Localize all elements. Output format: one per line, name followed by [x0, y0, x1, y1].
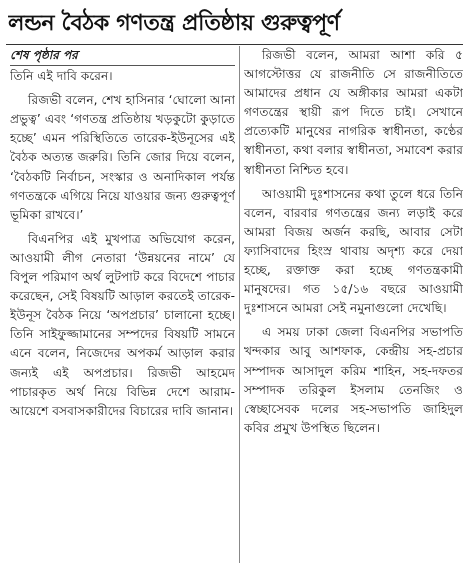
paragraph: আওয়ামী দুঃশাসনের কথা তুলে ধরে তিনি বলেন, বারবার গণতন্ত্রের জন্য লড়াই করে আমরা বিজয় অর্জন করছি, আবার সেটা ফ্যাসিবাদের হিংস্র থাবায় অদৃশ্য করে দেয়া হচ্ছে, রক্তাক্ত করা হচ্ছে গণতন্ত্রকামী মানুষদের। গত ১৫/১৬ বছরে আওয়ামী দুঃশাসনে আমরা সেই নমুনাগুলো দেখেছি।	[244, 186, 463, 316]
paragraph: তিনি এই দাবি করেন।	[10, 69, 113, 84]
right-column	[244, 46, 463, 443]
paragraph: রিজভী বলেন, শেখ হাসিনার ‘ঘোলো আনা প্রভুত্ব’ এবং ‘গণতন্ত্র প্রতিষ্ঠায় খড়কুটো কুড়াতে হচ্ছে’ এমন পরিস্থিতিতে তারেক-ইউনূসের এই বৈঠক অত্যন্ত জরুরি। তিনি জোর দিয়ে বলেন, ‘বৈঠকটি নির্বাচন, সংস্কার ও অনাদিকাল পর্যন্ত গণতন্ত্রকে এগিয়ে নিয়ে যাওয়ার জন্য গুরুত্বপূর্ণ ভূমিকা রাখবে।’	[10, 93, 235, 222]
left-column	[10, 46, 235, 426]
paragraph: এ সময় ঢাকা জেলা বিএনপির সভাপতি খন্দকার আবু আশফাক, কেন্দ্রীয় সহ-প্রচার সম্পাদক আসাদুল করিম শাহিন, সহ-দফতর সম্পাদক তরিকুল ইসলাম তেনজিং ও স্বেচ্ছাসেবক দলের সহ-সভাপতি জাহিদুল কবির প্রমুখ উপস্থিত ছিলেন।	[244, 325, 463, 435]
paragraph: রিজভী বলেন, আমরা আশা করি ৫ আগস্টোত্তর যে রাজনীতি সে রাজনীতিতে আমাদের প্রধান যে অঙ্গীকার আমরা একটা গণতন্ত্রের স্থায়ী রূপ দিতে চাই। সেখানে প্রত্যেকটি মানুষের নাগরিক স্বাধীনতা, কণ্ঠের স্বাধীনতা, কথা বলার স্বাধীনতা, সমাবেশ করার স্বাধীনতা নিশ্চিত হবে।	[244, 48, 463, 177]
paragraph: বিএনপির এই মুখপাত্র অভিযোগ করেন, আওয়ামী লীগ নেতারা ‘উন্নয়নের নামে’ যে বিপুল পরিমাণ অর্থ লুটপাট করে বিদেশে পাচার করেছেন, সেই বিষয়টি আড়াল করতেই তারেক-ইউনূস বৈঠক নিয়ে ‘অপপ্রচার’ চালানো হচ্ছে। তিনি সাইফুজ্জামানের সম্পদের বিষয়টি সামনে এনে বলেন, নিজেদের অপকর্ম আড়াল করার জন্যই এই অপপ্রচার। রিজভী আহমেদ পাচারকৃত অর্থ নিয়ে বিভিন্ন দেশে আরাম-আয়েশে বসবাসকারীদের বিচারের দাবি জানান।	[10, 231, 235, 418]
continued-label: শেষ পৃষ্ঠার পর	[10, 46, 235, 66]
headline: লন্ডন বৈঠক গণতন্ত্র প্রতিষ্ঠায় গুরুত্বপূর্ণ	[8, 10, 340, 36]
headline-rule	[6, 44, 463, 45]
column-divider	[239, 46, 240, 563]
